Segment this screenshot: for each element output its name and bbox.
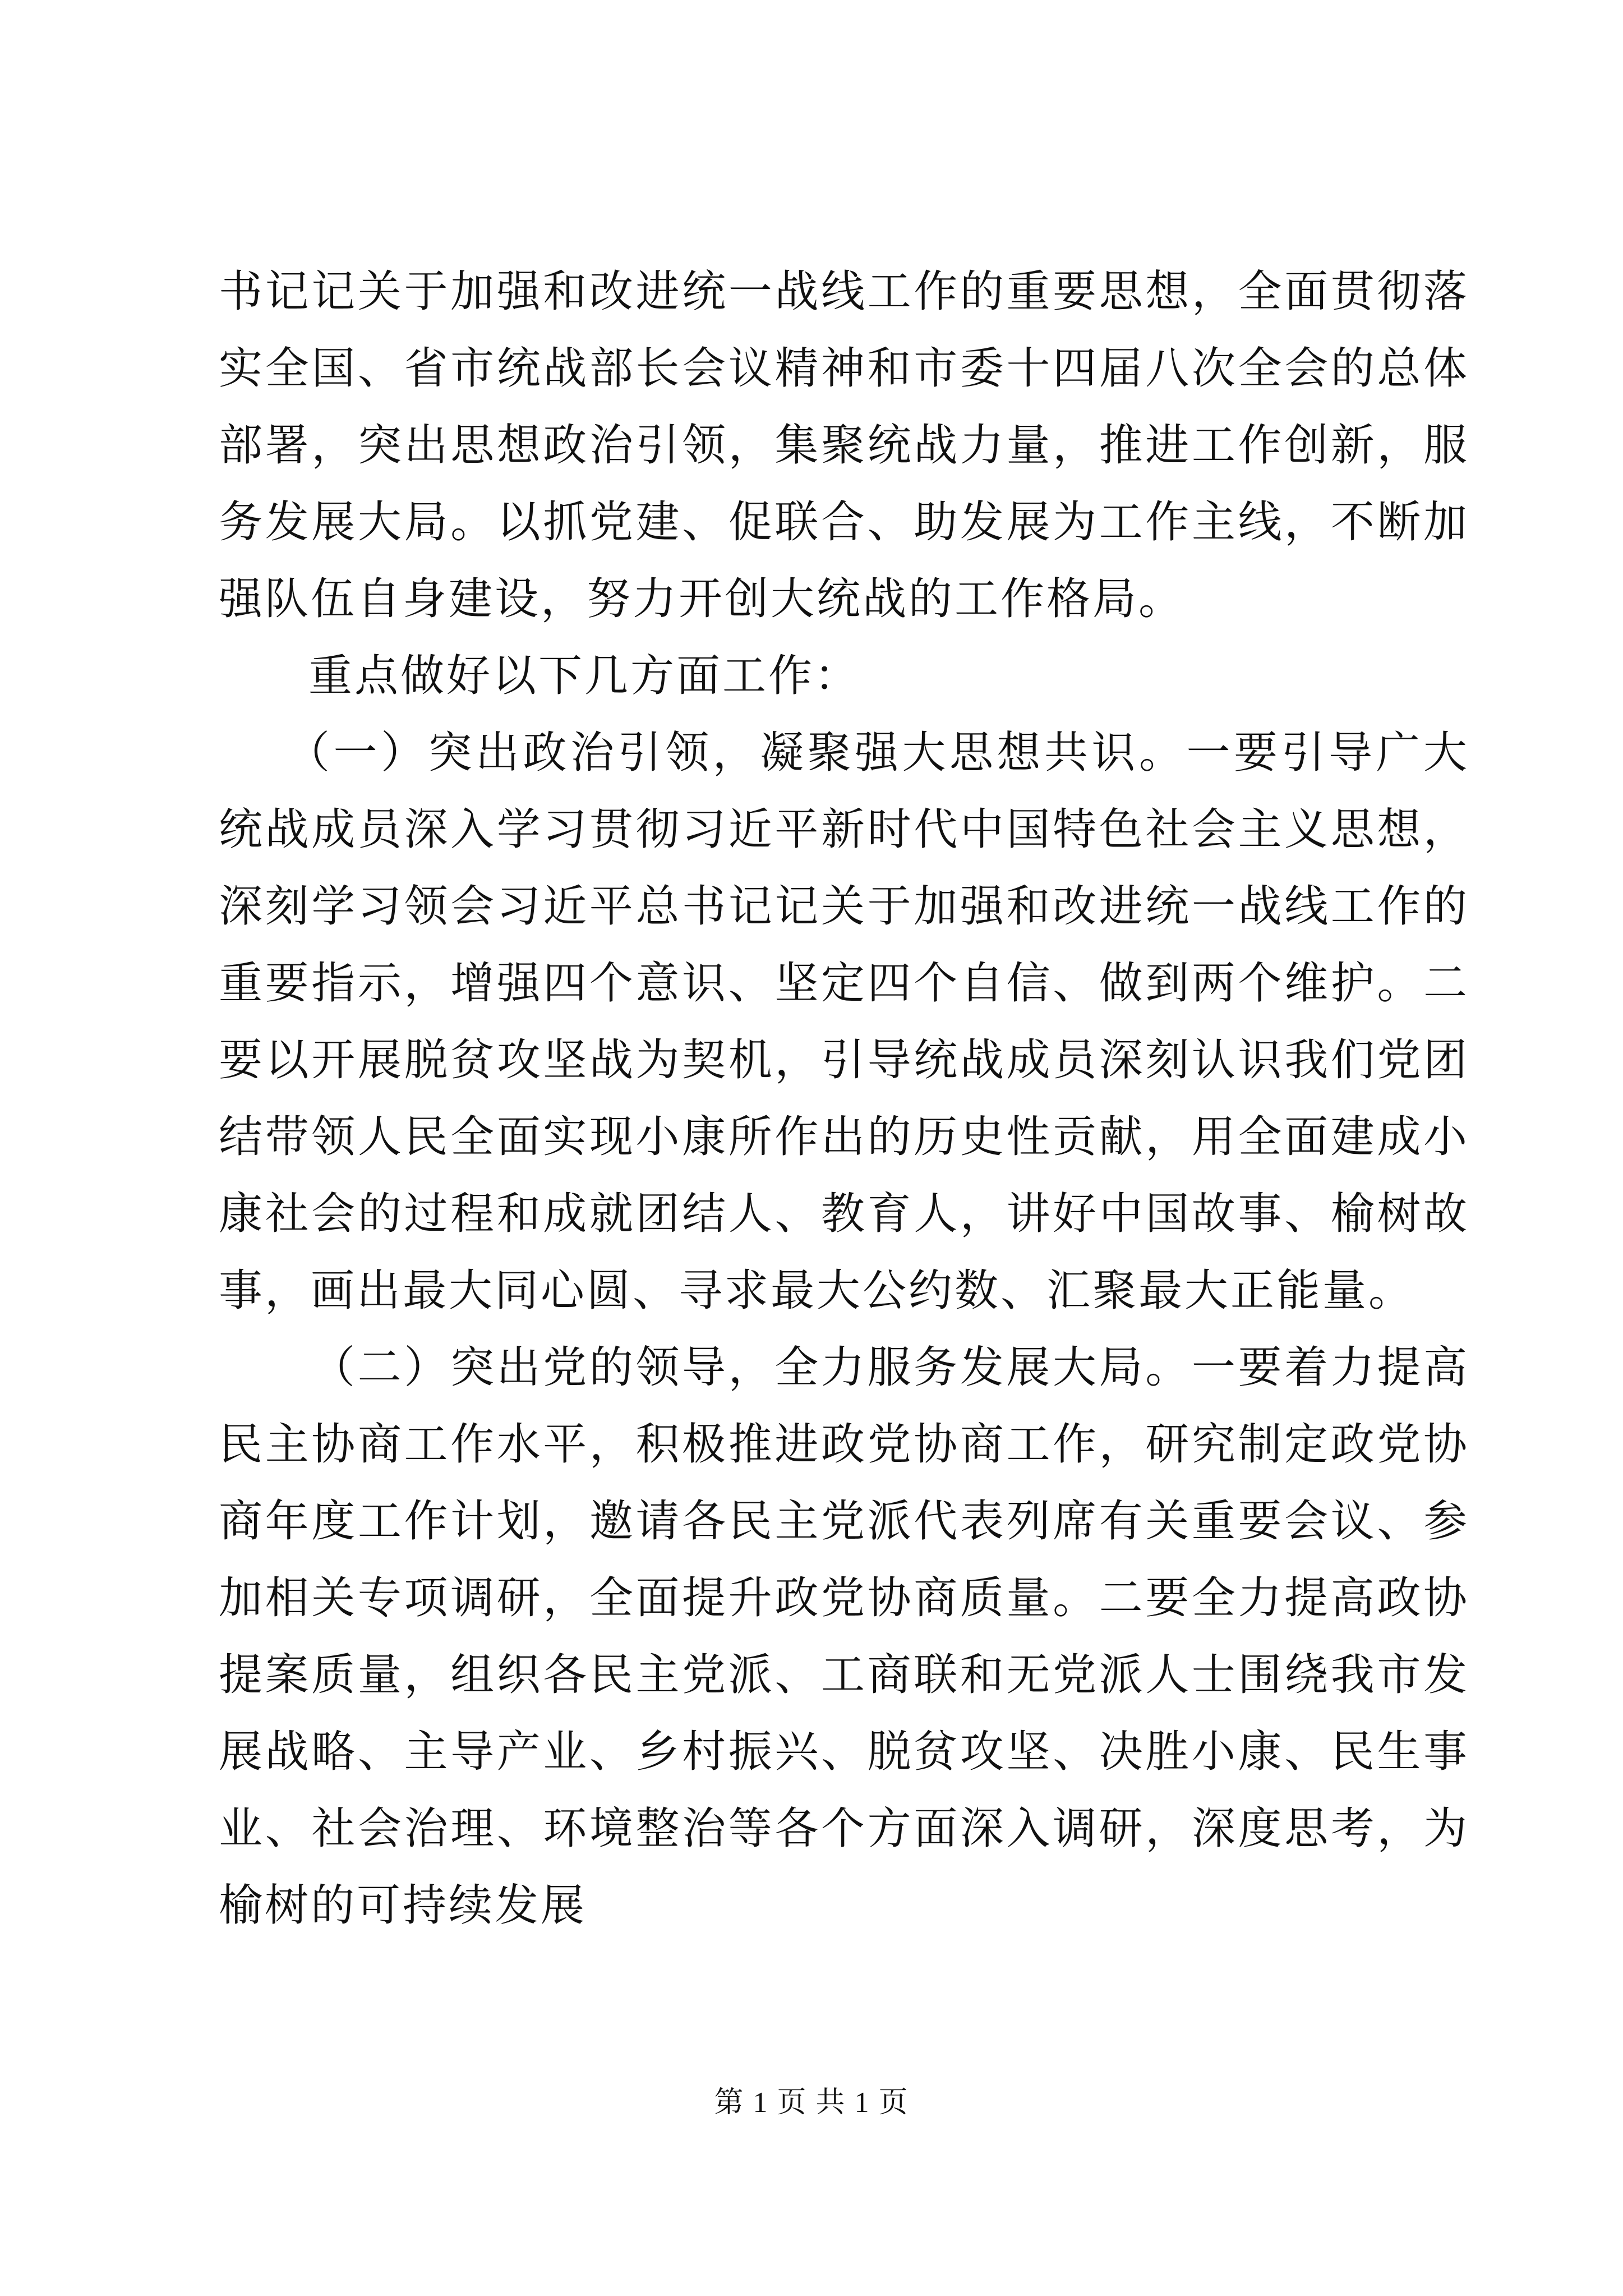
- page-footer: 第 1 页 共 1 页: [714, 2087, 909, 2119]
- document-body: [219, 254, 1469, 1944]
- paragraph-intro: 书记记关于加强和改进统一战线工作的重要思想，全面贯彻落实全国、省市统战部长会议精神和市委十四届八次全会的总体部署，突出思想政治引领，集聚统战力量，推进工作创新，服务发展大局。以抓党建、促联合、助发展为工作主线，不断加强队伍自身建设，努力开创大统战的工作格局。: [219, 266, 1469, 624]
- paragraph-section-2: （二）突出党的领导，全力服务发展大局。一要着力提高民主协商工作水平，积极推进政党协商工作，研究制定政党协商年度工作计划，邀请各民主党派代表列席有关重要会议、参加相关专项调研，全面提升政党协商质量。二要全力提高政协提案质量，组织各民主党派、工商联和无党派人士围绕我市发展战略、主导产业、乡村振兴、脱贫攻坚、决胜小康、民生事业、社会治理、环境整治等各个方面深入调研，深度思考，为榆树的可持续发展: [219, 1342, 1469, 1931]
- paragraph-section-1: （一）突出政治引领，凝聚强大思想共识。一要引导广大统战成员深入学习贯彻习近平新时代中国特色社会主义思想，深刻学习领会习近平总书记记关于加强和改进统一战线工作的重要指示，增强四个意识、坚定四个自信、做到两个维护。二要以开展脱贫攻坚战为契机，引导统战成员深刻认识我们党团结带领人民全面实现小康所作出的历史性贡献，用全面建成小康社会的过程和成就团结人、教育人，讲好中国故事、榆树故事，画出最大同心圆、寻求最大公约数、汇聚最大正能量。: [219, 728, 1469, 1316]
- paragraph-focus-heading: 重点做好以下几方面工作：: [308, 651, 861, 701]
